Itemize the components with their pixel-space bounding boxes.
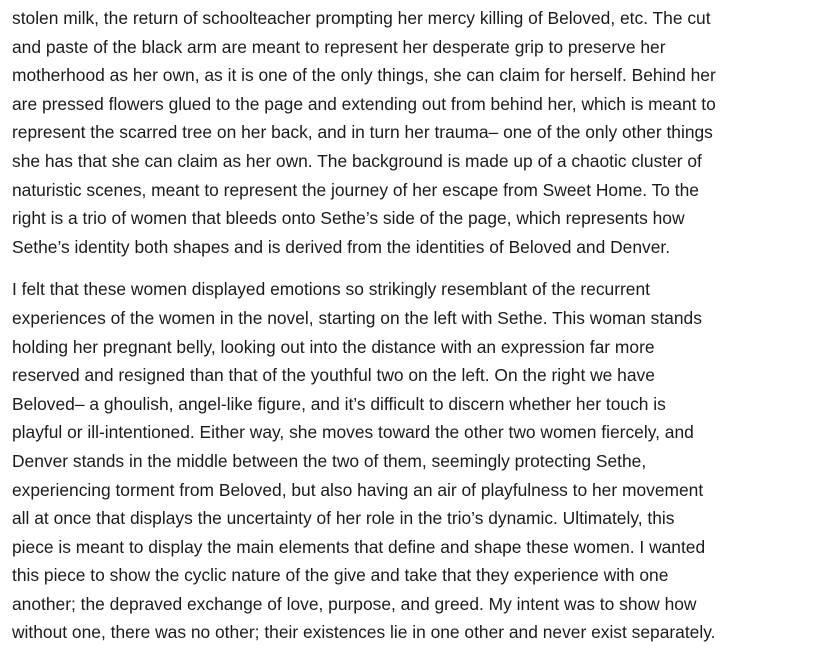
text-line: holding her pregnant belly, looking out into the distance with an expression far more <box>12 336 655 357</box>
text-line: motherhood as her own, as it is one of the only things, she can claim for herself. Behind her <box>12 65 716 86</box>
text-line: represent the scarred tree on her back, and in turn her trauma– one of the only other things <box>12 122 713 143</box>
text-line: and paste of the black arm are meant to represent her desperate grip to preserve her <box>12 36 666 57</box>
text-line: naturistic scenes, meant to represent the journey of her escape from Sweet Home. To the <box>12 179 699 200</box>
text-line: Sethe’s identity both shapes and is derived from the identities of Beloved and Denver. <box>12 236 671 257</box>
text-line: stolen milk, the return of schoolteacher prompting her mercy killing of Beloved, etc. The cut <box>12 8 711 28</box>
text-line: reserved and resigned than that of the youthful two on the left. On the right we have <box>12 365 655 386</box>
text-line: without one, there was no other; their existences lie in one other and never exist separately. <box>12 622 716 643</box>
text-line: Beloved– a ghoulish, angel-like figure, and it’s difficult to discern whether her touch is <box>12 393 666 414</box>
text-line: she has that she can claim as her own. The background is made up of a chaotic cluster of <box>12 150 702 171</box>
text-line: experiences of the women in the novel, starting on the left with Sethe. This woman stands <box>12 307 702 328</box>
text-line: piece is meant to display the main elements that define and shape these women. I wanted <box>12 536 706 557</box>
text-line: this piece to show the cyclic nature of the give and take that they experience with one <box>12 565 669 586</box>
text-line: experiencing torment from Beloved, but also having an air of playfulness to her movement <box>12 479 704 500</box>
text-line: playful or ill-intentioned. Either way, she moves toward the other two women fiercely, and <box>12 422 694 443</box>
text-line: another; the depraved exchange of love, purpose, and greed. My intent was to show how <box>12 593 697 614</box>
paragraph-2 <box>12 275 812 647</box>
text-line: are pressed flowers glued to the page and extending out from behind her, which is meant to <box>12 93 716 114</box>
text-line: right is a trio of women that bleeds onto Sethe’s side of the page, which represents how <box>12 208 685 229</box>
paragraph-1 <box>12 4 812 261</box>
text-line: all at once that displays the uncertainty of her role in the trio’s dynamic. Ultimately, this <box>12 508 675 529</box>
text-line: I felt that these women displayed emotions so strikingly resemblant of the recurrent <box>12 279 650 300</box>
text-line: Denver stands in the middle between the two of them, seemingly protecting Sethe, <box>12 450 647 471</box>
document-body <box>12 4 812 647</box>
